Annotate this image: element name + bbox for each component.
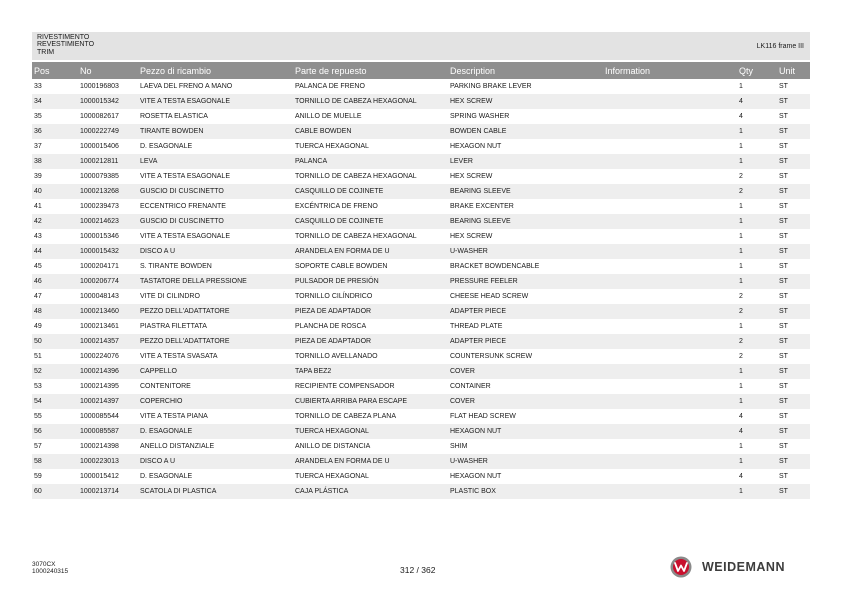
italian-name-cell: D. ESAGONALE <box>140 473 193 480</box>
position-cell: 39 <box>34 173 42 180</box>
part-number-cell: 1000213714 <box>78 484 138 499</box>
unit-cell: ST <box>779 293 788 300</box>
unit-cell: ST <box>777 334 810 349</box>
information-cell <box>603 214 737 229</box>
position-cell: 42 <box>32 214 78 229</box>
position-cell: 52 <box>32 364 78 379</box>
column-header-pezzo-di-ricambio: Pezzo di ricambio <box>138 62 293 79</box>
column-header-information: Information <box>603 62 737 79</box>
part-number-cell: 1000015412 <box>80 473 119 480</box>
italian-name-cell: S. TIRANTE BOWDEN <box>140 263 212 270</box>
unit-cell: ST <box>777 214 810 229</box>
information-cell <box>603 259 737 274</box>
english-description-cell: CHEESE HEAD SCREW <box>450 293 529 300</box>
italian-name-cell: PEZZO DELL'ADATTATORE <box>138 304 293 319</box>
brand-name: WEIDEMANN <box>702 560 785 574</box>
part-number-cell: 1000015342 <box>78 94 138 109</box>
table-row <box>32 139 810 154</box>
table-row <box>32 304 810 319</box>
part-number-cell: 1000213268 <box>78 184 138 199</box>
table-row <box>32 154 810 169</box>
information-cell <box>603 484 737 499</box>
table-row <box>32 379 810 394</box>
unit-cell: ST <box>777 274 810 289</box>
information-cell <box>603 409 737 424</box>
table-row <box>32 274 810 289</box>
unit-cell: ST <box>779 413 788 420</box>
unit-cell: ST <box>779 173 788 180</box>
unit-cell: ST <box>779 233 788 240</box>
information-cell <box>603 229 737 244</box>
table-row <box>32 349 810 364</box>
position-cell: 53 <box>34 383 42 390</box>
quantity-cell: 1 <box>737 214 777 229</box>
quantity-cell: 4 <box>737 94 777 109</box>
part-number-cell: 1000015432 <box>78 244 138 259</box>
position-cell: 46 <box>32 274 78 289</box>
information-cell <box>603 289 737 304</box>
english-description-cell: COUNTERSUNK SCREW <box>450 353 533 360</box>
part-number-cell: 1000223013 <box>78 454 138 469</box>
italian-name-cell: COPERCHIO <box>138 394 293 409</box>
part-number-cell: 1000048143 <box>80 293 119 300</box>
italian-name-cell: D. ESAGONALE <box>138 424 293 439</box>
italian-name-cell: ROSETTA ELASTICA <box>140 113 208 120</box>
english-description-cell: CONTAINER <box>450 383 491 390</box>
part-number-cell: 1000015406 <box>80 143 119 150</box>
table-row <box>32 439 810 454</box>
table-row <box>32 469 810 484</box>
information-cell <box>603 424 737 439</box>
information-cell <box>603 244 737 259</box>
unit-cell: ST <box>777 484 810 499</box>
spanish-name-cell: CASQUILLO DE COJINETE <box>293 214 448 229</box>
unit-cell: ST <box>779 83 788 90</box>
position-cell: 41 <box>34 203 42 210</box>
table-row <box>32 334 810 349</box>
position-cell: 38 <box>32 154 78 169</box>
quantity-cell: 4 <box>739 413 743 420</box>
position-cell: 56 <box>32 424 78 439</box>
information-cell <box>603 379 737 394</box>
table-row <box>32 394 810 409</box>
spanish-name-cell: SOPORTE CABLE BOWDEN <box>295 263 388 270</box>
table-row <box>32 109 810 124</box>
english-description-cell: U-WASHER <box>448 454 603 469</box>
table-row <box>32 364 810 379</box>
italian-name-cell: GUSCIO DI CUSCINETTO <box>138 214 293 229</box>
information-cell <box>603 169 737 184</box>
unit-cell: ST <box>779 383 788 390</box>
part-number-cell: 1000214395 <box>80 383 119 390</box>
table-row <box>32 169 810 184</box>
part-number-cell: 1000213461 <box>80 323 119 330</box>
part-number-cell: 1000222749 <box>78 124 138 139</box>
part-number-cell: 1000214357 <box>78 334 138 349</box>
spanish-name-cell: ANILLO DE MUELLE <box>295 113 362 120</box>
quantity-cell: 4 <box>737 424 777 439</box>
spanish-name-cell: PULSADOR DE PRESIÓN <box>293 274 448 289</box>
unit-cell: ST <box>777 124 810 139</box>
unit-cell: ST <box>777 304 810 319</box>
information-cell <box>603 274 737 289</box>
part-number-cell: 1000015346 <box>80 233 119 240</box>
position-cell: 51 <box>34 353 42 360</box>
quantity-cell: 4 <box>739 113 743 120</box>
italian-name-cell: GUSCIO DI CUSCINETTO <box>138 184 293 199</box>
spanish-name-cell: ANILLO DE DISTANCIA <box>295 443 371 450</box>
column-header-unit: Unit <box>777 62 810 79</box>
part-number-cell: 1000213460 <box>78 304 138 319</box>
unit-cell: ST <box>777 94 810 109</box>
section-title-line: RIVESTIMENTO <box>37 34 90 41</box>
quantity-cell: 2 <box>739 293 743 300</box>
unit-cell: ST <box>777 244 810 259</box>
part-number-cell: 1000082617 <box>80 113 119 120</box>
quantity-cell: 2 <box>737 184 777 199</box>
quantity-cell: 2 <box>737 334 777 349</box>
part-number-cell: 1000204171 <box>80 263 119 270</box>
table-row <box>32 319 810 334</box>
part-number-cell: 1000224076 <box>80 353 119 360</box>
information-cell <box>603 184 737 199</box>
quantity-cell: 2 <box>739 353 743 360</box>
information-cell <box>603 454 737 469</box>
italian-name-cell: DISCO A U <box>138 244 293 259</box>
information-cell <box>603 154 737 169</box>
spanish-name-cell: TORNILLO CILÍNDRICO <box>295 293 373 300</box>
spanish-name-cell: PALANCA <box>293 154 448 169</box>
italian-name-cell: PEZZO DELL'ADATTATORE <box>138 334 293 349</box>
position-cell: 59 <box>34 473 42 480</box>
table-row <box>32 79 810 94</box>
table-row <box>32 94 810 109</box>
table-row <box>32 409 810 424</box>
position-cell: 54 <box>32 394 78 409</box>
part-number-cell: 1000212811 <box>78 154 138 169</box>
column-header-pos: Pos <box>32 62 78 79</box>
information-cell <box>603 199 737 214</box>
position-cell: 34 <box>32 94 78 109</box>
english-description-cell: BRACKET BOWDENCABLE <box>450 263 540 270</box>
spanish-name-cell: TUERCA HEXAGONAL <box>295 473 369 480</box>
unit-cell: ST <box>779 143 788 150</box>
part-number-cell: 1000085544 <box>80 413 119 420</box>
information-cell <box>603 124 737 139</box>
column-header-qty: Qty <box>737 62 777 79</box>
information-cell <box>603 79 737 94</box>
italian-name-cell: ECCENTRICO FRENANTE <box>140 203 226 210</box>
italian-name-cell: VITE DI CILINDRO <box>140 293 200 300</box>
quantity-cell: 1 <box>737 154 777 169</box>
spanish-name-cell: ARANDELA EN FORMA DE U <box>293 454 448 469</box>
table-row <box>32 259 810 274</box>
table-row <box>32 229 810 244</box>
position-cell: 55 <box>34 413 42 420</box>
english-description-cell: BRAKE EXCENTER <box>450 203 514 210</box>
brand-logo <box>670 556 785 578</box>
italian-name-cell: VITE A TESTA ESAGONALE <box>138 94 293 109</box>
part-number-cell: 1000214398 <box>80 443 119 450</box>
page-number: 312 / 362 <box>400 565 436 575</box>
italian-name-cell: TASTATORE DELLA PRESSIONE <box>138 274 293 289</box>
english-description-cell: PRESSURE FEELER <box>448 274 603 289</box>
table-row <box>32 484 810 499</box>
information-cell <box>603 364 737 379</box>
column-header-parte-de-repuesto: Parte de repuesto <box>293 62 448 79</box>
part-number-cell: 1000206774 <box>78 274 138 289</box>
english-description-cell: HEXAGON NUT <box>450 143 502 150</box>
english-description-cell: PLASTIC BOX <box>448 484 603 499</box>
italian-name-cell: LAEVA DEL FRENO A MANO <box>140 83 233 90</box>
italian-name-cell: SCATOLA DI PLASTICA <box>138 484 293 499</box>
unit-cell: ST <box>779 443 788 450</box>
information-cell <box>603 469 737 484</box>
italian-name-cell: TIRANTE BOWDEN <box>138 124 293 139</box>
unit-cell: ST <box>777 394 810 409</box>
quantity-cell: 1 <box>739 263 743 270</box>
position-cell: 60 <box>32 484 78 499</box>
position-cell: 33 <box>34 83 42 90</box>
italian-name-cell: CAPPELLO <box>138 364 293 379</box>
quantity-cell: 1 <box>739 443 743 450</box>
spanish-name-cell: CUBIERTA ARRIBA PARA ESCAPE <box>293 394 448 409</box>
quantity-cell: 2 <box>737 304 777 319</box>
italian-name-cell: D. ESAGONALE <box>140 143 193 150</box>
unit-cell: ST <box>779 323 788 330</box>
section-header <box>32 32 810 60</box>
table-row <box>32 454 810 469</box>
information-cell <box>603 439 737 454</box>
position-cell: 50 <box>32 334 78 349</box>
quantity-cell: 1 <box>739 323 743 330</box>
position-cell: 57 <box>34 443 42 450</box>
english-description-cell: HEXAGON NUT <box>450 473 502 480</box>
english-description-cell: PARKING BRAKE LEVER <box>450 83 532 90</box>
italian-name-cell: VITE A TESTA SVASATA <box>140 353 218 360</box>
spanish-name-cell: CABLE BOWDEN <box>293 124 448 139</box>
quantity-cell: 1 <box>737 484 777 499</box>
spanish-name-cell: TORNILLO DE CABEZA HEXAGONAL <box>295 173 417 180</box>
section-title-line: TRIM <box>37 48 55 56</box>
document-code-line: 3070CX <box>32 561 56 568</box>
english-description-cell: LEVER <box>448 154 603 169</box>
section-title <box>37 34 94 56</box>
information-cell <box>603 319 737 334</box>
quantity-cell: 1 <box>739 83 743 90</box>
unit-cell: ST <box>777 184 810 199</box>
part-number-cell: 1000196803 <box>80 83 119 90</box>
unit-cell: ST <box>779 203 788 210</box>
table-row <box>32 289 810 304</box>
spanish-name-cell: TUERCA HEXAGONAL <box>293 424 448 439</box>
information-cell <box>603 109 737 124</box>
position-cell: 40 <box>32 184 78 199</box>
position-cell: 58 <box>32 454 78 469</box>
part-number-cell: 1000085587 <box>78 424 138 439</box>
information-cell <box>603 139 737 154</box>
unit-cell: ST <box>779 473 788 480</box>
quantity-cell: 1 <box>737 454 777 469</box>
italian-name-cell: LEVA <box>138 154 293 169</box>
part-number-cell: 1000214623 <box>78 214 138 229</box>
english-description-cell: BEARING SLEEVE <box>448 214 603 229</box>
column-header-description: Description <box>448 62 603 79</box>
quantity-cell: 1 <box>739 383 743 390</box>
position-cell: 43 <box>34 233 42 240</box>
english-description-cell: SHIM <box>450 443 468 450</box>
quantity-cell: 1 <box>739 233 743 240</box>
english-description-cell: THREAD PLATE <box>450 323 503 330</box>
unit-cell: ST <box>779 353 788 360</box>
spanish-name-cell: PLANCHA DE ROSCA <box>295 323 367 330</box>
spanish-name-cell: TAPA BEZ2 <box>293 364 448 379</box>
italian-name-cell: CONTENITORE <box>140 383 191 390</box>
english-description-cell: BEARING SLEEVE <box>448 184 603 199</box>
quantity-cell: 1 <box>737 394 777 409</box>
frame-label: LK116 frame III <box>756 43 804 50</box>
quantity-cell: 1 <box>737 364 777 379</box>
english-description-cell: HEX SCREW <box>448 94 603 109</box>
unit-cell: ST <box>777 154 810 169</box>
information-cell <box>603 304 737 319</box>
spanish-name-cell: TORNILLO DE CABEZA HEXAGONAL <box>293 94 448 109</box>
table-row <box>32 199 810 214</box>
spanish-name-cell: PIEZA DE ADAPTADOR <box>293 304 448 319</box>
italian-name-cell: ANELLO DISTANZIALE <box>140 443 215 450</box>
position-cell: 48 <box>32 304 78 319</box>
information-cell <box>603 349 737 364</box>
italian-name-cell: VITE A TESTA PIANA <box>140 413 208 420</box>
part-number-cell: 1000214397 <box>78 394 138 409</box>
english-description-cell: SPRING WASHER <box>450 113 510 120</box>
information-cell <box>603 94 737 109</box>
column-header-no: No <box>78 62 138 79</box>
position-cell: 45 <box>34 263 42 270</box>
italian-name-cell: VITE A TESTA ESAGONALE <box>140 173 230 180</box>
spanish-name-cell: EXCÉNTRICA DE FRENO <box>295 203 378 210</box>
spanish-name-cell: PALANCA DE FRENO <box>295 83 365 90</box>
table-row <box>32 244 810 259</box>
position-cell: 44 <box>32 244 78 259</box>
parts-table <box>32 62 810 499</box>
unit-cell: ST <box>779 113 788 120</box>
document-code <box>32 561 68 575</box>
quantity-cell: 4 <box>739 473 743 480</box>
spanish-name-cell: CASQUILLO DE COJINETE <box>293 184 448 199</box>
table-row <box>32 424 810 439</box>
spanish-name-cell: TORNILLO DE CABEZA HEXAGONAL <box>295 233 417 240</box>
position-cell: 36 <box>32 124 78 139</box>
quantity-cell: 1 <box>737 274 777 289</box>
spanish-name-cell: PIEZA DE ADAPTADOR <box>293 334 448 349</box>
english-description-cell: BOWDEN CABLE <box>448 124 603 139</box>
spanish-name-cell: CAJA PLÁSTICA <box>293 484 448 499</box>
english-description-cell: FLAT HEAD SCREW <box>450 413 516 420</box>
english-description-cell: ADAPTER PIECE <box>448 304 603 319</box>
english-description-cell: COVER <box>448 364 603 379</box>
italian-name-cell: PIASTRA FILETTATA <box>140 323 207 330</box>
spanish-name-cell: TORNILLO DE CABEZA PLANA <box>295 413 397 420</box>
english-description-cell: HEX SCREW <box>450 173 493 180</box>
english-description-cell: ADAPTER PIECE <box>448 334 603 349</box>
part-number-cell: 1000079385 <box>80 173 119 180</box>
quantity-cell: 1 <box>737 244 777 259</box>
table-header-row <box>32 62 810 79</box>
table-row <box>32 124 810 139</box>
english-description-cell: COVER <box>448 394 603 409</box>
position-cell: 49 <box>34 323 42 330</box>
part-number-cell: 1000239473 <box>80 203 119 210</box>
unit-cell: ST <box>779 263 788 270</box>
english-description-cell: HEX SCREW <box>450 233 493 240</box>
italian-name-cell: DISCO A U <box>138 454 293 469</box>
document-code-line: 1000240315 <box>32 568 69 575</box>
spanish-name-cell: RECIPIENTE COMPENSADOR <box>295 383 395 390</box>
quantity-cell: 1 <box>737 124 777 139</box>
quantity-cell: 2 <box>739 173 743 180</box>
spanish-name-cell: ARANDELA EN FORMA DE U <box>293 244 448 259</box>
position-cell: 47 <box>34 293 42 300</box>
table-row <box>32 184 810 199</box>
information-cell <box>603 334 737 349</box>
weidemann-w-logo-icon <box>670 556 692 578</box>
unit-cell: ST <box>777 454 810 469</box>
italian-name-cell: VITE A TESTA ESAGONALE <box>140 233 230 240</box>
section-title-line: REVESTIMIENTO <box>37 41 95 49</box>
quantity-cell: 1 <box>739 203 743 210</box>
quantity-cell: 1 <box>739 143 743 150</box>
unit-cell: ST <box>777 424 810 439</box>
spanish-name-cell: TUERCA HEXAGONAL <box>295 143 369 150</box>
table-row <box>32 214 810 229</box>
position-cell: 37 <box>34 143 42 150</box>
unit-cell: ST <box>777 364 810 379</box>
spanish-name-cell: TORNILLO AVELLANADO <box>295 353 378 360</box>
english-description-cell: HEXAGON NUT <box>448 424 603 439</box>
english-description-cell: U-WASHER <box>448 244 603 259</box>
part-number-cell: 1000214396 <box>78 364 138 379</box>
information-cell <box>603 394 737 409</box>
position-cell: 35 <box>34 113 42 120</box>
